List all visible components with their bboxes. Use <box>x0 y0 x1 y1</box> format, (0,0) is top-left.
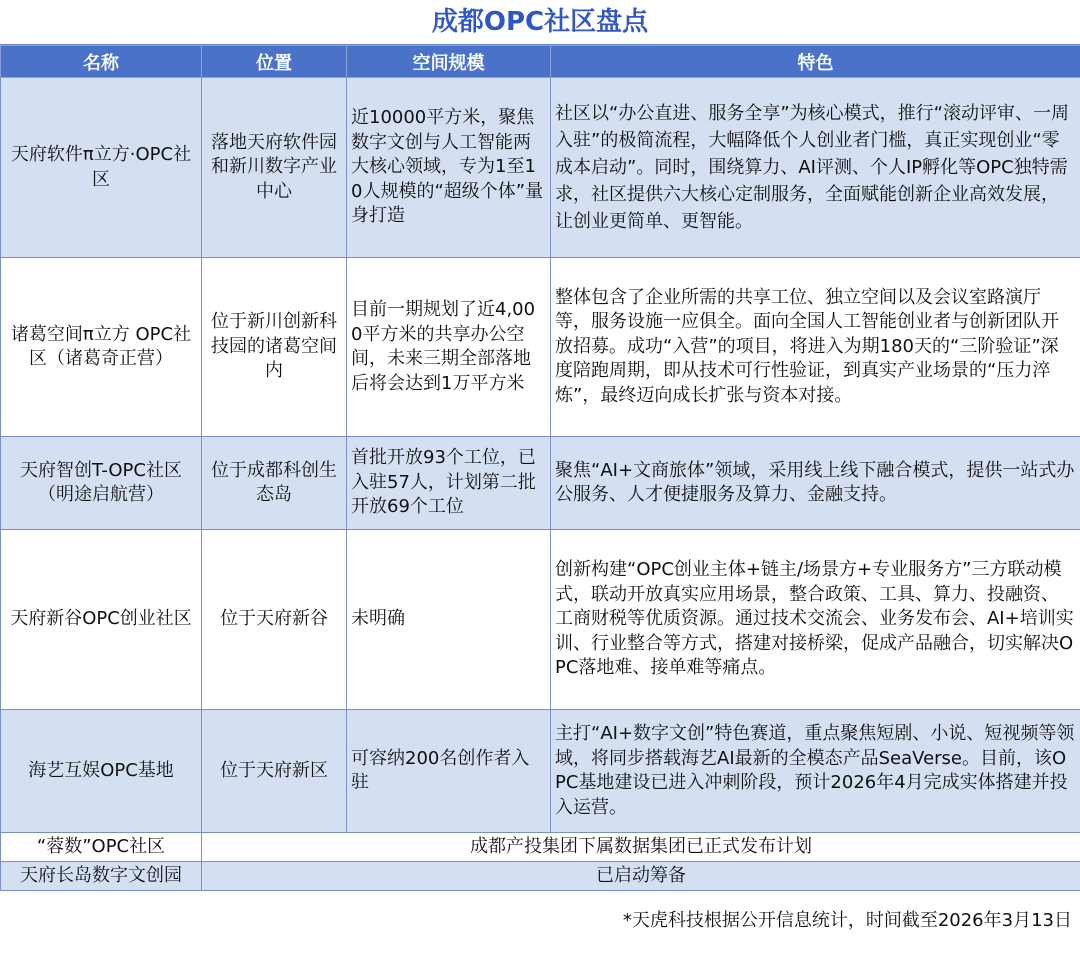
cell-features: 创新构建“OPC创业主体+链主/场景方+专业服务方”三方联动模式，联动开放真实应用场景，整合政策、工具、算力、投融资、工商财税等优质资源。通过技术交流会、业务发布会、AI+培训实训、行业整合等方式，搭建对接桥梁，促成产品融合，切实解决OPC落地难、接单难等痛点。 <box>551 530 1080 710</box>
cell-scale: 可容纳200名创作者入驻 <box>347 710 551 833</box>
cell-features: 整体包含了企业所需的共享工位、独立空间以及会议室路演厅等，服务设施一应俱全。面向全国人工智能创业者与创新团队开放招募。成功“入营”的项目，将进入为期180天的“三阶验证”深度陪跑周期，即从技术可行性验证，到真实产业场景的“压力淬炼”，最终迈向成长扩张与资本对接。 <box>551 258 1080 437</box>
cell-location: 位于新川创新科技园的诸葛空间内 <box>202 258 347 437</box>
table-row <box>1 258 1080 437</box>
cell-name: 诸葛空间π立方 OPC社区（诸葛奇正营） <box>1 258 202 437</box>
table-header-row <box>1 46 1080 78</box>
table-row <box>1 833 1080 862</box>
cell-name: 天府长岛数字文创园 <box>1 862 202 891</box>
cell-scale: 近10000平方米，聚焦数字文创与人工智能两大核心领域，专为1至10人规模的“超级个体”量身打造 <box>347 78 551 258</box>
cell-name: 天府软件π立方·OPC社区 <box>1 78 202 258</box>
header-location: 位置 <box>202 46 347 78</box>
cell-name: 海艺互娱OPC基地 <box>1 710 202 833</box>
page-title: 成都OPC社区盘点 <box>0 0 1080 45</box>
cell-scale: 首批开放93个工位，已入驻57人，计划第二批开放69个工位 <box>347 437 551 530</box>
table-row <box>1 710 1080 833</box>
header-scale: 空间规模 <box>347 46 551 78</box>
cell-scale: 未明确 <box>347 530 551 710</box>
cell-merged-note: 已启动筹备 <box>202 862 1080 891</box>
source-footnote: *天虎科技根据公开信息统计，时间截至2026年3月13日 <box>622 910 1072 931</box>
cell-location: 位于天府新区 <box>202 710 347 833</box>
cell-location: 位于成都科创生态岛 <box>202 437 347 530</box>
cell-location: 落地天府软件园和新川数字产业中心 <box>202 78 347 258</box>
cell-scale: 目前一期规划了近4,000平方米的共享办公空间，未来三期全部落地后将会达到1万平方米 <box>347 258 551 437</box>
cell-name: 天府新谷OPC创业社区 <box>1 530 202 710</box>
cell-features: 聚焦“AI+文商旅体”领域，采用线上线下融合模式，提供一站式办公服务、人才便捷服务及算力、金融支持。 <box>551 437 1080 530</box>
cell-name: 天府智创T-OPC社区（明途启航营） <box>1 437 202 530</box>
opc-community-table <box>0 45 1080 891</box>
table-row <box>1 530 1080 710</box>
cell-location: 位于天府新谷 <box>202 530 347 710</box>
table-row <box>1 862 1080 891</box>
table-row <box>1 78 1080 258</box>
header-features: 特色 <box>551 46 1080 78</box>
cell-features: 社区以“办公直进、服务全享”为核心模式，推行“滚动评审、一周入驻”的极简流程，大幅降低个人创业者门槛，真正实现创业“零成本启动”。同时，围绕算力、AI评测、个人IP孵化等OPC独特需求，社区提供六大核心定制服务，全面赋能创新企业高效发展，让创业更简单、更智能。 <box>551 78 1080 258</box>
cell-features: 主打“AI+数字文创”特色赛道，重点聚焦短剧、小说、短视频等领域，将同步搭载海艺AI最新的全模态产品SeaVerse。目前，该OPC基地建设已进入冲刺阶段，预计2026年4月完成实体搭建并投入运营。 <box>551 710 1080 833</box>
table-row <box>1 437 1080 530</box>
cell-merged-note: 成都产投集团下属数据集团已正式发布计划 <box>202 833 1080 862</box>
cell-name: “蓉数”OPC社区 <box>1 833 202 862</box>
header-name: 名称 <box>1 46 202 78</box>
